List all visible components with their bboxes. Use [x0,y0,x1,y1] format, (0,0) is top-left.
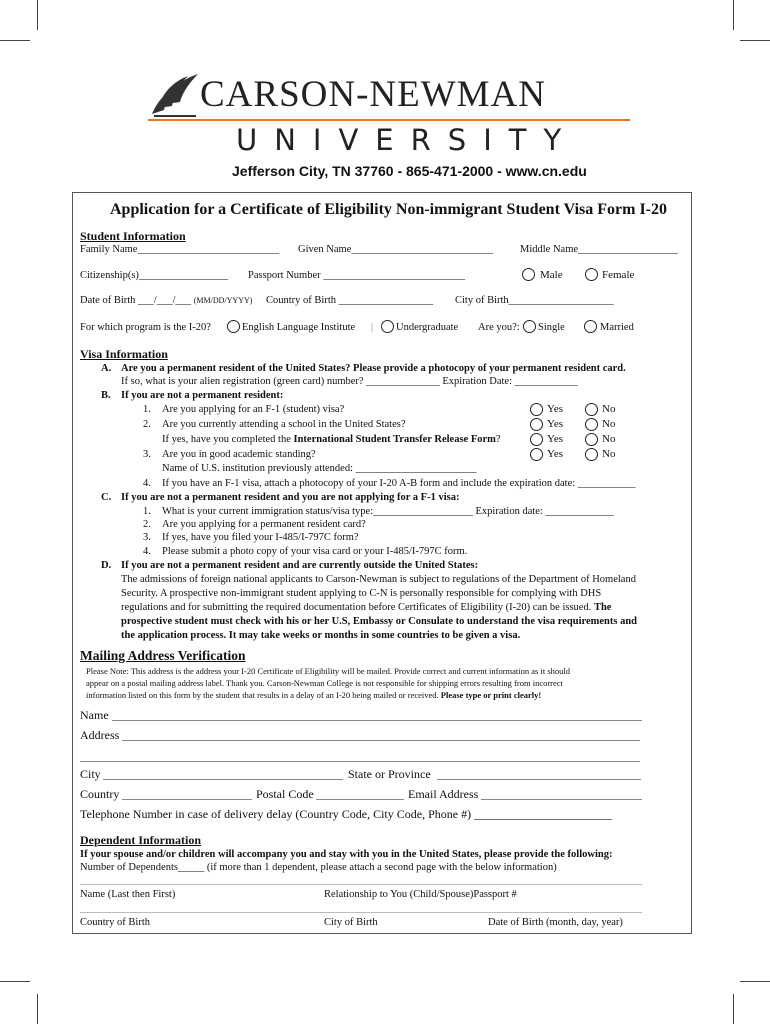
student-info-heading: Student Information [80,229,186,243]
visa-d-text: If you are not a permanent resident and are currently outside the United States: [121,560,479,571]
mail-phone-field[interactable]: Telephone Number in case of delivery delay (Country Code, City Code, Phone #) _______________________ [80,807,613,821]
mail-postal-line[interactable] [316,799,404,800]
visa-d-p3-bold: The [593,602,612,613]
c2-num: 2. [143,519,151,530]
b2-num: 2. [143,419,151,430]
female-radio[interactable] [585,268,598,281]
visa-c-label: C. [101,492,112,503]
dependent-rule-1[interactable] [80,884,642,885]
mail-email-label: Email Address [408,787,479,801]
esl-label: English Language Institute [242,322,356,333]
visa-d-p3-text: regulations and for submitting the required documentation before Certificates of Eligibility (I-20) can be issued. [121,602,594,613]
male-radio[interactable] [522,268,535,281]
given-name-field[interactable]: Given Name___________________________ [298,244,494,255]
yes-label: Yes [547,448,564,460]
dependent-rule-2[interactable] [80,912,642,913]
crop-mark [0,981,30,982]
undergraduate-label: Undergraduate [396,322,459,333]
passport-field[interactable]: Passport Number ___________________________ [248,270,465,281]
crop-mark [0,40,30,41]
married-label: Married [600,322,634,333]
logo-rule [148,119,630,121]
visa-b-text: If you are not a permanent resident: [121,390,284,401]
visa-a-text: Are you a permanent resident of the United States? Please provide a photocopy of your permanent resident card. [121,363,626,374]
griffin-icon [148,70,200,118]
mail-state-line[interactable] [437,779,641,780]
c1-num: 1. [143,506,151,517]
mail-address-line[interactable] [122,740,640,741]
b4-text[interactable]: If you have an F-1 visa, attach a photocopy of your I-20 A-B form and include the expiration date: ___________ [162,478,636,489]
yes-label: Yes [547,433,564,445]
b3-no-radio[interactable] [585,448,598,461]
esl-radio[interactable] [227,320,240,333]
b1-yes-radio[interactable] [530,403,543,416]
male-label: Male [540,269,563,281]
mailing-note-2: appear on a postal mailing address label. Thank you. Carson-Newman College is not responsible for shipping errors resulting from incorrect [86,678,563,688]
print-clearly-note: Please type or print clearly! [440,690,542,700]
crop-mark [733,994,734,1024]
mail-country-label: Country [80,787,120,801]
mail-address-line-2[interactable] [80,761,640,762]
c1-status-field[interactable]: What is your current immigration status/visa type:___________________ Expiration date: _____________ [162,506,614,517]
b2-no-radio[interactable] [585,418,598,431]
b3-question: Are you in good academic standing? [162,449,316,460]
mail-email-line[interactable] [481,799,642,800]
visa-d-paragraph-4: prospective student must check with his or her U.S, Embassy or Consulate to understand the visa requirements and [121,616,638,627]
mailing-note-1: Please Note: This address is the address your I-20 Certificate of Eligibility will be mailed. Provide correct and current information as it should [86,666,570,676]
single-radio[interactable] [523,320,536,333]
no-label: No [602,433,616,445]
b2-sub-post: ? [495,434,501,445]
mail-state-label: State or Province [348,767,431,781]
b1-question: Are you applying for an F-1 (student) visa? [162,404,345,415]
b3-institution-field[interactable]: Name of U.S. institution previously attended: _______________________ [162,463,477,474]
dob-field[interactable] [80,294,252,307]
no-label: No [602,418,616,430]
b3-yes-radio[interactable] [530,448,543,461]
mail-country-line[interactable] [122,799,252,800]
program-question: For which program is the I-20? [80,322,211,333]
logo-university: UNIVERSITY [236,123,579,157]
female-label: Female [602,269,635,281]
dependent-country-label: Country of Birth [80,917,150,928]
logo-name: CARSON-NEWMAN [200,74,546,115]
mailing-note-3-text: information listed on this form by the student that results in a delay of an I-20 being mailed or received. [86,690,441,700]
country-birth-field[interactable]: Country of Birth __________________ [266,295,434,306]
b2-question: Are you currently attending a school in the United States? [162,419,406,430]
mail-name-line[interactable] [112,720,642,721]
are-you-label: Are you?: [478,322,520,333]
dependent-city-label: City of Birth [324,917,378,928]
visa-d-paragraph-1: The admissions of foreign national applicants to Carson-Newman is subject to regulations of the Department of Homeland [121,574,636,585]
b4-num: 4. [143,478,151,489]
no-label: No [602,448,616,460]
mailing-note-3 [86,689,541,701]
married-radio[interactable] [584,320,597,333]
mail-address-label: Address [80,728,120,742]
visa-d-label: D. [101,560,112,571]
address-line: Jefferson City, TN 37760 - 865-471-2000 - www.cn.edu [232,163,587,179]
yes-label: Yes [547,403,564,415]
mail-city-line[interactable] [103,779,343,780]
no-label: No [602,403,616,415]
city-birth-field[interactable]: City of Birth____________________ [455,295,614,306]
visa-c-text: If you are not a permanent resident and you are not applying for a F-1 visa: [121,492,460,503]
c2-question: Are you applying for a permanent resident card? [162,519,366,530]
visa-d-paragraph-5: the application process. It may take weeks or months in some countries to be given a visa. [121,630,521,641]
citizenship-field[interactable]: Citizenship(s)_________________ [80,270,229,281]
mail-city-label: City [80,767,101,781]
dependent-count-field[interactable]: Number of Dependents_____ (if more than 1 dependent, please attach a second page with the below information) [80,862,557,873]
yes-label: Yes [547,418,564,430]
family-name-field[interactable]: Family Name___________________________ [80,244,280,255]
transfer-yes-radio[interactable] [530,433,543,446]
single-label: Single [538,322,565,333]
b1-num: 1. [143,404,151,415]
transfer-form-name: International Student Transfer Release Form [293,434,496,445]
dependent-heading: Dependent Information [80,833,202,847]
crop-mark [37,994,38,1024]
transfer-no-radio[interactable] [585,433,598,446]
b2-yes-radio[interactable] [530,418,543,431]
program-separator: | [371,322,374,333]
visa-a-green-card[interactable]: If so, what is your alien registration (green card) number? ______________ Expiration Date: ____________ [121,376,578,387]
dob-label: Date of Birth ___/___/___ [80,295,192,306]
undergraduate-radio[interactable] [381,320,394,333]
dependent-name-label: Name (Last then First) [80,889,176,900]
b3-num: 3. [143,449,151,460]
c4-text: Please submit a photo copy of your visa card or your I-485/I-797C form. [162,546,468,557]
visa-d-paragraph-2: Security. A prospective non-immigrant student applying to C-N is personally responsible for complying with DHS [121,588,602,599]
b2-sub-pre: If yes, have you completed the [162,434,294,445]
mail-name-label: Name [80,708,109,722]
dob-format: (MM/DD/YYYY) [193,296,253,305]
crop-mark [733,0,734,30]
b1-no-radio[interactable] [585,403,598,416]
dependent-relationship-label: Relationship to You (Child/Spouse)Passport # [324,889,517,900]
c4-num: 4. [143,546,151,557]
dependent-intro: If your spouse and/or children will accompany you and stay with you in the United States, please provide the following: [80,849,613,860]
crop-mark [740,981,770,982]
crop-mark [740,40,770,41]
crop-mark [37,0,38,30]
visa-a-label: A. [101,363,112,374]
middle-name-field[interactable]: Middle Name___________________ [520,244,678,255]
form-title: Application for a Certificate of Eligibility Non-immigrant Student Visa Form I-20 [110,201,667,218]
dependent-dob-label: Date of Birth (month, day, year) [488,917,623,928]
mailing-heading: Mailing Address Verification [80,648,246,663]
b2-transfer-question [162,433,501,446]
c3-question: If yes, have you filed your I-485/I-797C form? [162,532,359,543]
mail-postal-label: Postal Code [256,787,314,801]
visa-info-heading: Visa Information [80,347,168,361]
visa-d-paragraph-3 [121,601,611,614]
logo [148,66,638,156]
c3-num: 3. [143,532,151,543]
visa-b-label: B. [101,390,111,401]
